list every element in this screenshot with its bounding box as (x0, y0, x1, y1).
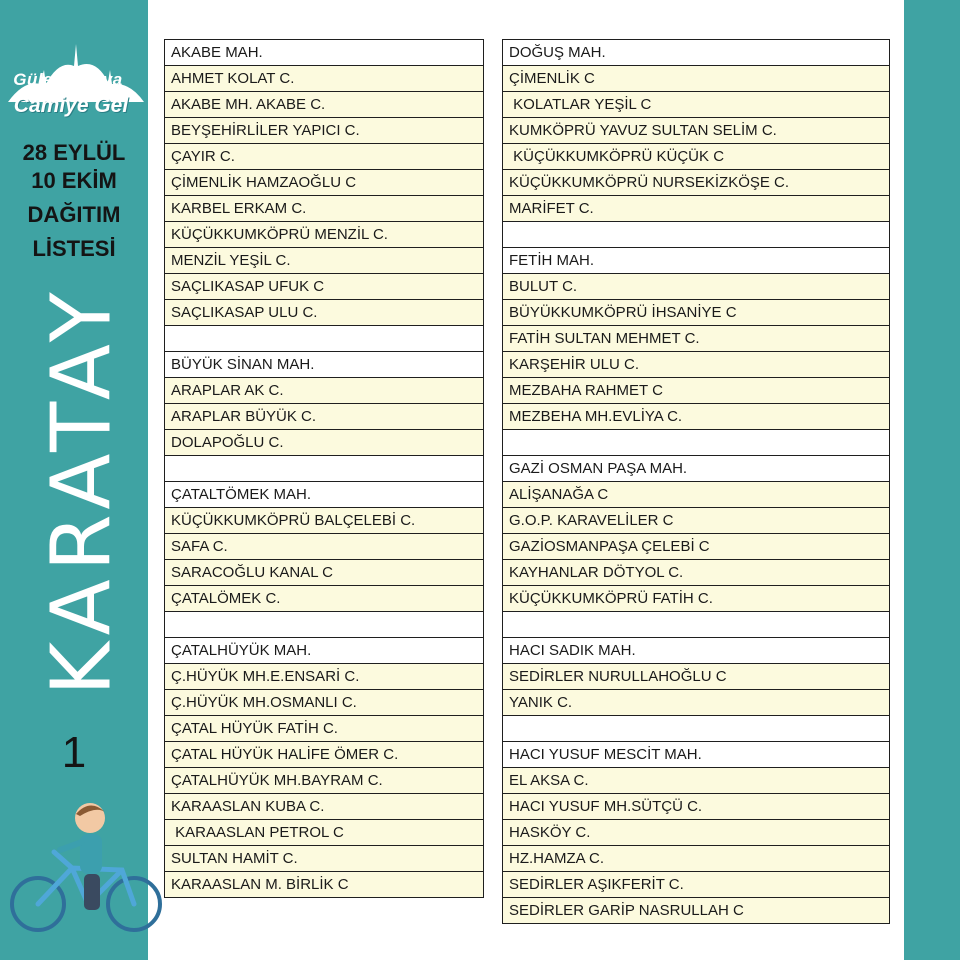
list-cell: MEZBEHA MH.EVLİYA C. (503, 404, 890, 430)
list-cell: GAZİOSMANPAŞA ÇELEBİ C (503, 534, 890, 560)
district-name: KARATAY (34, 284, 130, 696)
street-row (165, 92, 484, 118)
list-cell: Ç.HÜYÜK MH.E.ENSARİ C. (165, 664, 484, 690)
list-cell (503, 716, 890, 742)
list-cell (503, 222, 890, 248)
list-cell: HACI YUSUF MH.SÜTÇÜ C. (503, 794, 890, 820)
street-row (503, 378, 890, 404)
neighborhood-header-row (503, 742, 890, 768)
list-cell: KUMKÖPRÜ YAVUZ SULTAN SELİM C. (503, 118, 890, 144)
neighborhood-header-row (165, 638, 484, 664)
street-row (165, 768, 484, 794)
list-cell: BULUT C. (503, 274, 890, 300)
list-cell: SEDİRLER NURULLAHOĞLU C (503, 664, 890, 690)
street-row (165, 846, 484, 872)
street-row (165, 820, 484, 846)
street-row (165, 742, 484, 768)
street-row (503, 768, 890, 794)
street-row (503, 196, 890, 222)
neighborhood-header-row (165, 352, 484, 378)
street-row (165, 196, 484, 222)
list-cell: DOLAPOĞLU C. (165, 430, 484, 456)
list-cell: SAÇLIKASAP UFUK C (165, 274, 484, 300)
list-cell: ÇATAL HÜYÜK FATİH C. (165, 716, 484, 742)
list-cell: GAZİ OSMAN PAŞA MAH. (503, 456, 890, 482)
street-row (165, 170, 484, 196)
list-cell: HASKÖY C. (503, 820, 890, 846)
list-cell: MARİFET C. (503, 196, 890, 222)
list-cell: KARAASLAN M. BİRLİK C (165, 872, 484, 898)
list-cell: KARAASLAN PETROL C (165, 820, 484, 846)
street-row (503, 898, 890, 924)
list-cell: KOLATLAR YEŞİL C (503, 92, 890, 118)
list-cell: ÇATALTÖMEK MAH. (165, 482, 484, 508)
list-cell (165, 326, 484, 352)
street-row (503, 508, 890, 534)
list-cell: ALİŞANAĞA C (503, 482, 890, 508)
list-cell: HZ.HAMZA C. (503, 846, 890, 872)
list-cell: ÇAYIR C. (165, 144, 484, 170)
neighborhood-header-row (503, 456, 890, 482)
street-row (503, 144, 890, 170)
list-cell: SEDİRLER GARİP NASRULLAH C (503, 898, 890, 924)
list-cell: ÇİMENLİK C (503, 66, 890, 92)
list-cell: AKABE MAH. (165, 40, 484, 66)
street-row (503, 586, 890, 612)
title-line-4: LİSTESİ (32, 236, 116, 261)
street-row (165, 222, 484, 248)
boy-on-bicycle-illustration (10, 792, 170, 942)
list-cell: ÇATALÖMEK C. (165, 586, 484, 612)
list-cell: ÇATAL HÜYÜK HALİFE ÖMER C. (165, 742, 484, 768)
blank-row (503, 430, 890, 456)
list-cell (503, 612, 890, 638)
neighborhood-header-row (503, 248, 890, 274)
street-row (503, 92, 890, 118)
list-cell (503, 430, 890, 456)
street-row (503, 664, 890, 690)
street-row (165, 144, 484, 170)
list-cell: Ç.HÜYÜK MH.OSMANLI C. (165, 690, 484, 716)
list-cell: AKABE MH. AKABE C. (165, 92, 484, 118)
list-cell: DOĞUŞ MAH. (503, 40, 890, 66)
list-cell: EL AKSA C. (503, 768, 890, 794)
street-row (165, 794, 484, 820)
list-cell (165, 456, 484, 482)
neighborhood-header-row (165, 482, 484, 508)
street-row (503, 794, 890, 820)
street-row (165, 716, 484, 742)
street-row (165, 248, 484, 274)
neighborhood-header-row (503, 638, 890, 664)
list-cell: SEDİRLER AŞIKFERİT C. (503, 872, 890, 898)
list-cell (165, 612, 484, 638)
list-cell: KÜÇÜKKUMKÖPRÜ MENZİL C. (165, 222, 484, 248)
street-row (503, 404, 890, 430)
street-row (165, 508, 484, 534)
title-line-2: 10 EKİM (31, 168, 117, 193)
title-line-1: 28 EYLÜL (22, 140, 126, 165)
street-row (165, 690, 484, 716)
logo-text-line2: Camiye Gel (13, 94, 129, 117)
neighborhood-header-row (503, 40, 890, 66)
blank-row (165, 612, 484, 638)
list-cell: KÜÇÜKKUMKÖPRÜ FATİH C. (503, 586, 890, 612)
street-row (165, 66, 484, 92)
list-cell: SAFA C. (165, 534, 484, 560)
list-cell: AHMET KOLAT C. (165, 66, 484, 92)
street-row (165, 534, 484, 560)
list-cell: BÜYÜK SİNAN MAH. (165, 352, 484, 378)
list-cell: ÇİMENLİK HAMZAOĞLU C (165, 170, 484, 196)
street-row (503, 300, 890, 326)
street-row (503, 118, 890, 144)
street-row (165, 274, 484, 300)
blank-row (165, 456, 484, 482)
street-row (503, 326, 890, 352)
street-row (503, 534, 890, 560)
street-row (503, 170, 890, 196)
list-cell: FETİH MAH. (503, 248, 890, 274)
blank-row (165, 326, 484, 352)
list-cell: KARBEL ERKAM C. (165, 196, 484, 222)
right-distribution-list (502, 39, 890, 924)
street-row (165, 586, 484, 612)
list-cell: MEZBAHA RAHMET C (503, 378, 890, 404)
list-cell: KÜÇÜKKUMKÖPRÜ NURSEKİZKÖŞE C. (503, 170, 890, 196)
list-cell: KARŞEHİR ULU C. (503, 352, 890, 378)
list-cell: MENZİL YEŞİL C. (165, 248, 484, 274)
blank-row (503, 716, 890, 742)
street-row (503, 872, 890, 898)
street-row (165, 664, 484, 690)
logo-text-line1: Güle Oynaya (13, 70, 123, 89)
title-line-3: DAĞITIM (27, 202, 121, 227)
street-row (165, 300, 484, 326)
list-cell: SARACOĞLU KANAL C (165, 560, 484, 586)
list-cell: HACI SADIK MAH. (503, 638, 890, 664)
street-row (503, 482, 890, 508)
list-cell: YANIK C. (503, 690, 890, 716)
street-row (503, 846, 890, 872)
list-cell: BÜYÜKKUMKÖPRÜ İHSANİYE C (503, 300, 890, 326)
street-row (165, 872, 484, 898)
list-cell: ARAPLAR BÜYÜK C. (165, 404, 484, 430)
left-distribution-list (164, 39, 484, 898)
street-row (503, 66, 890, 92)
list-cell: SAÇLIKASAP ULU C. (165, 300, 484, 326)
street-row (503, 690, 890, 716)
street-row (503, 352, 890, 378)
street-row (165, 404, 484, 430)
street-row (503, 820, 890, 846)
list-cell: BEYŞEHİRLİLER YAPICI C. (165, 118, 484, 144)
list-cell: KÜÇÜKKUMKÖPRÜ BALÇELEBİ C. (165, 508, 484, 534)
page-number: 1 (61, 728, 87, 777)
neighborhood-header-row (165, 40, 484, 66)
list-cell: ÇATALHÜYÜK MAH. (165, 638, 484, 664)
street-row (165, 430, 484, 456)
list-cell: G.O.P. KARAVELİLER C (503, 508, 890, 534)
list-cell: ARAPLAR AK C. (165, 378, 484, 404)
street-row (165, 560, 484, 586)
sidebar-panel (0, 0, 148, 960)
blank-row (503, 612, 890, 638)
right-decorative-bar (904, 0, 960, 960)
street-row (503, 560, 890, 586)
blank-row (503, 222, 890, 248)
list-cell: SULTAN HAMİT C. (165, 846, 484, 872)
list-cell: FATİH SULTAN MEHMET C. (503, 326, 890, 352)
list-cell: KAYHANLAR DÖTYOL C. (503, 560, 890, 586)
list-cell: KÜÇÜKKUMKÖPRÜ KÜÇÜK C (503, 144, 890, 170)
street-row (165, 118, 484, 144)
street-row (165, 378, 484, 404)
street-row (503, 274, 890, 300)
list-cell: ÇATALHÜYÜK MH.BAYRAM C. (165, 768, 484, 794)
list-cell: HACI YUSUF MESCİT MAH. (503, 742, 890, 768)
list-cell: KARAASLAN KUBA C. (165, 794, 484, 820)
